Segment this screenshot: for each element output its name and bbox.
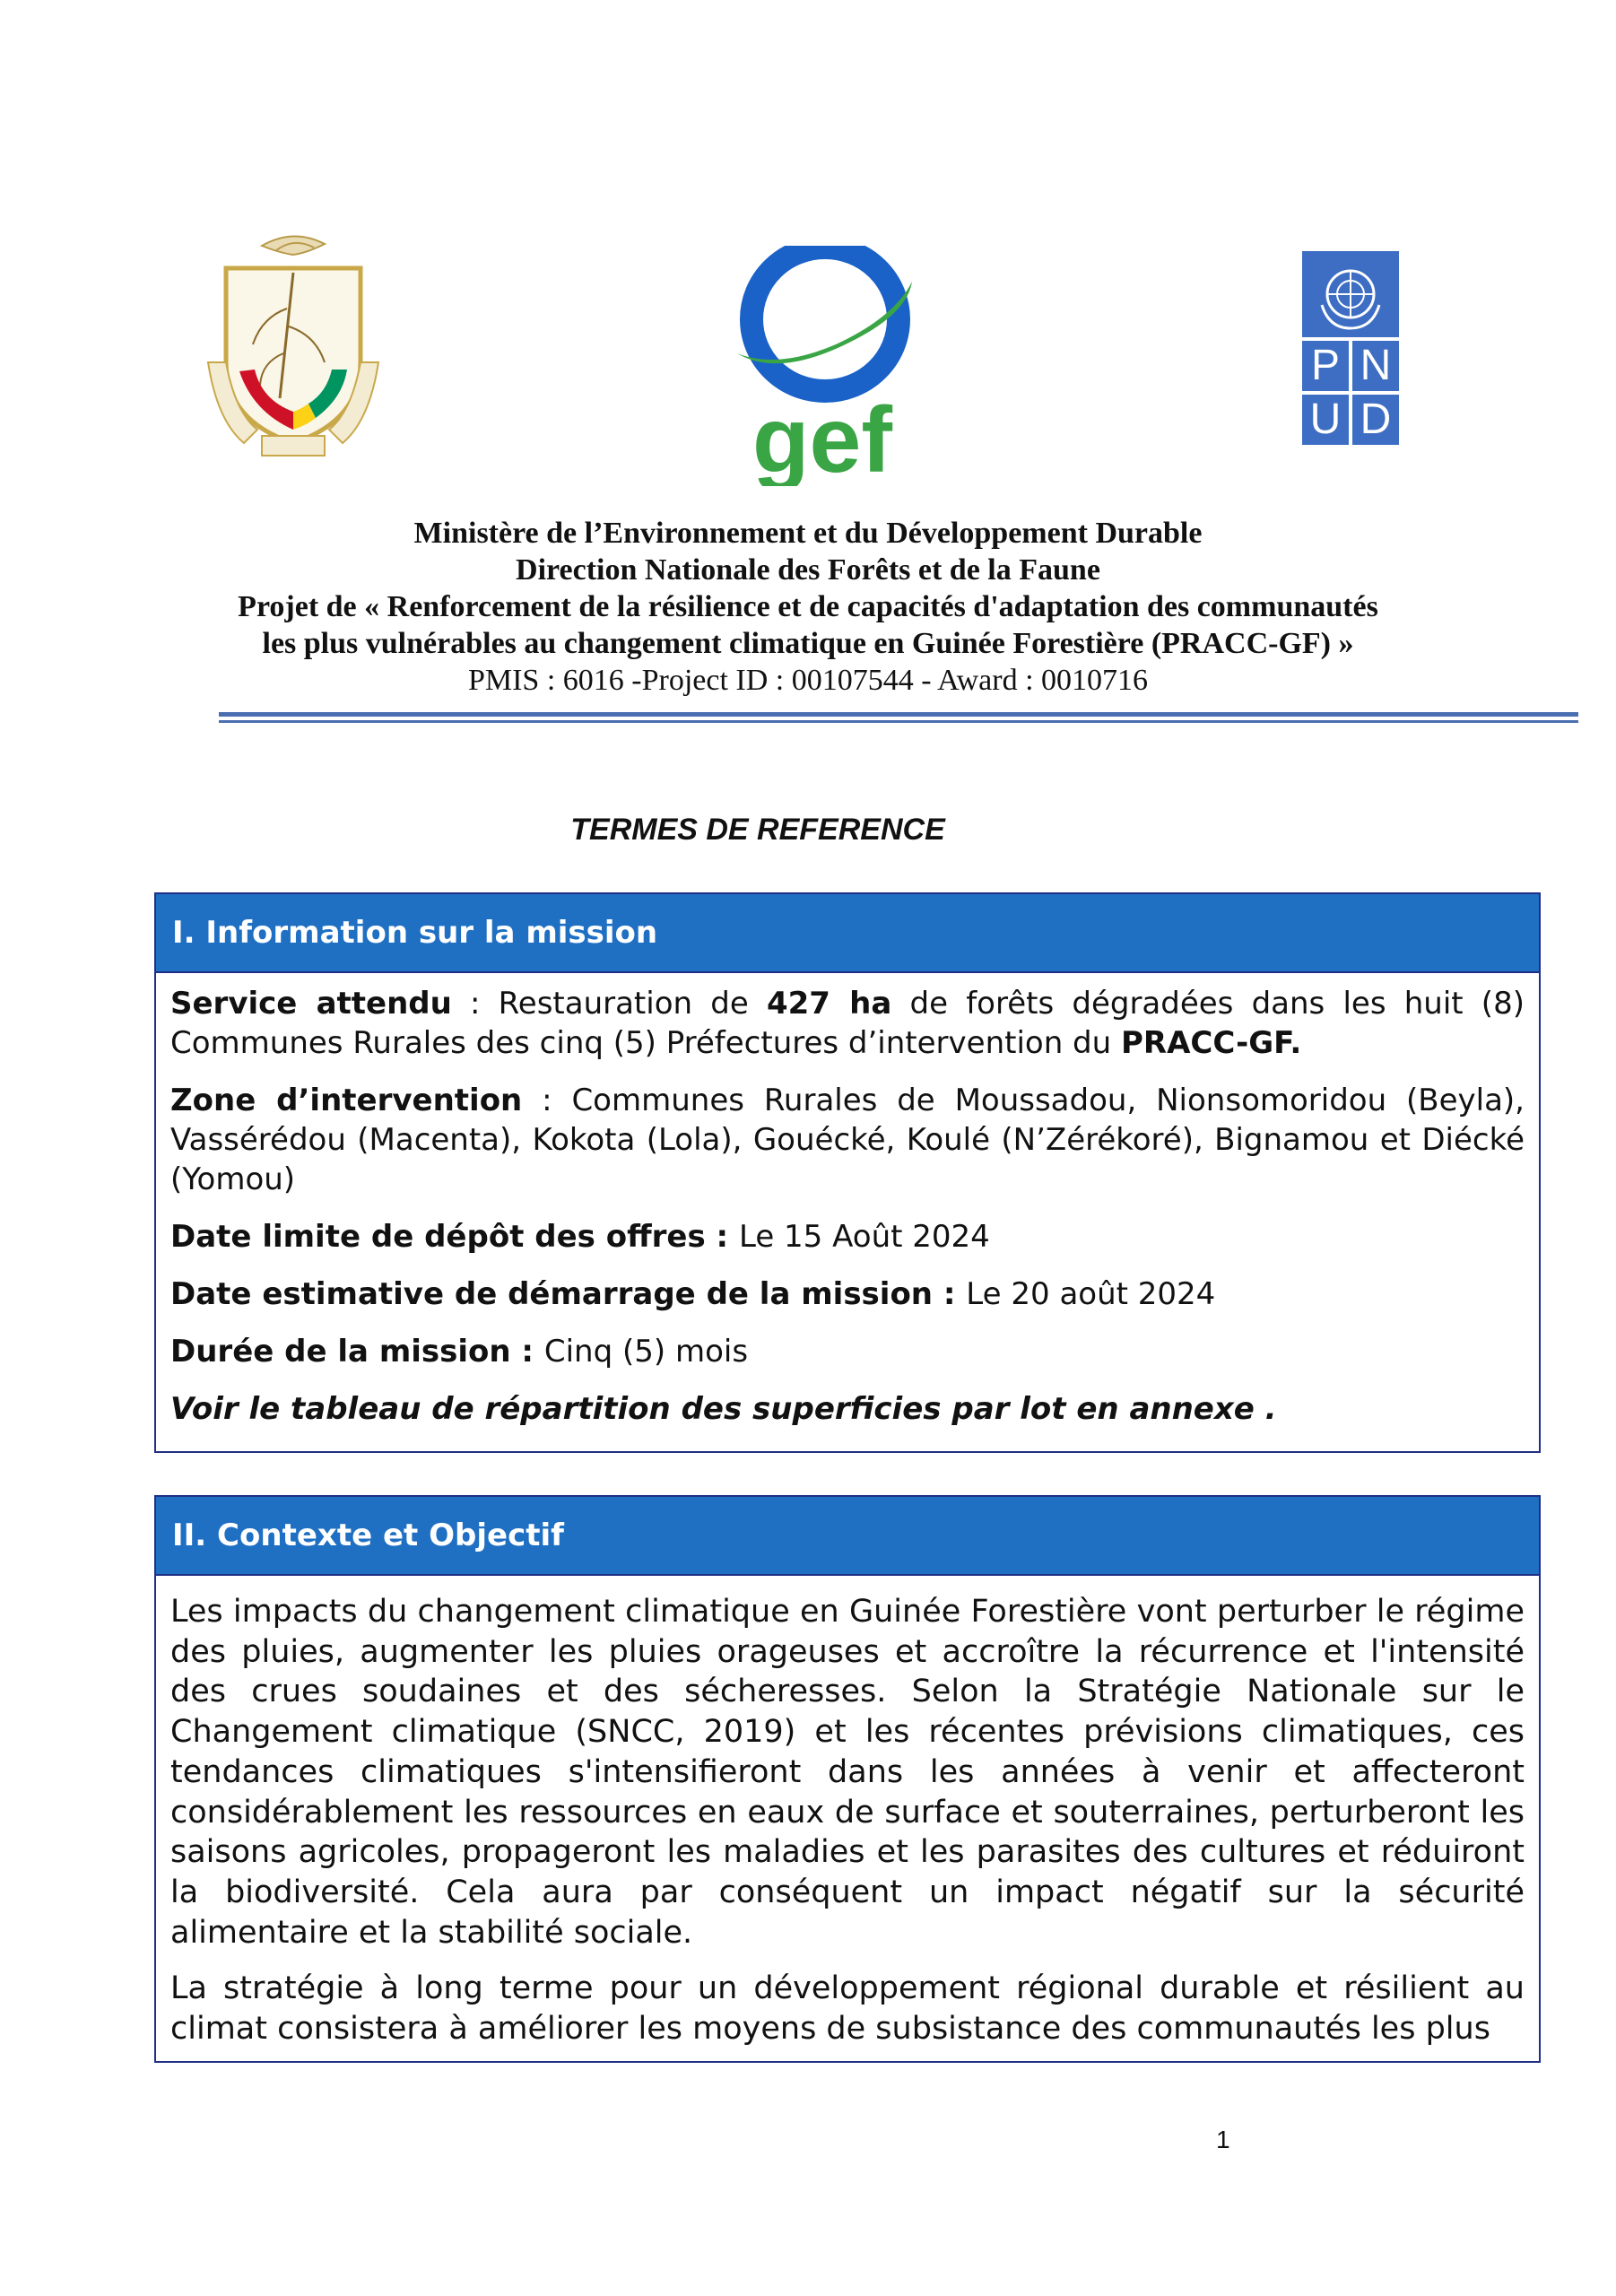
service-area: 427 ha: [766, 986, 892, 1022]
duration-label: Durée de la mission :: [170, 1334, 544, 1370]
project-line-2: les plus vulnérables au changement climatique en Guinée Forestière (PRACC-GF) »: [262, 627, 1354, 660]
document-title: TERMES DE REFERENCE: [570, 813, 945, 847]
pnud-letter-d: D: [1352, 395, 1399, 445]
service-label: Service attendu: [170, 986, 452, 1022]
start-label: Date estimative de démarrage de la mission :: [170, 1276, 967, 1312]
header-divider: [219, 712, 1578, 717]
duration-paragraph: [170, 1332, 1525, 1371]
section-context-objective: [154, 1495, 1541, 2063]
project-ids-line: PMIS : 6016 -Project ID : 00107544 - Award : 0010716: [467, 664, 1149, 697]
section-heading: I. Information sur la mission: [156, 894, 1539, 973]
deadline-value: Le 15 Août 2024: [738, 1219, 990, 1255]
annex-note-text: Voir le tableau de répartition des superficies par lot en annexe .: [170, 1391, 1277, 1427]
zone-paragraph: [170, 1081, 1525, 1199]
pnud-letter-u: U: [1302, 395, 1349, 445]
zone-text: : Communes Rurales de Moussadou, Nionsomoridou (Beyla), Vassérédou (Macenta), Kokota (Lola), Gouécké, Koulé (N’Zérékoré), Bignamou et Diécké (Yomou): [170, 1083, 1525, 1197]
context-paragraph-1: Les impacts du changement climatique en Guinée Forestière vont perturber le régime des pluies, augmenter les pluies orageuses et accroître la récurrence et l'intensité des crues soudaines et des sécheresses. Selon la Stratégie Nationale sur le Changement climatique (SNCC, 2019) et les récentes prévisions climatiques, ces tendances climatiques s'intensifieront dans les années à venir et affecteront considérablement les ressources en eaux de surface et souterraines, perturberont les saisons agricoles, propageront les maladies et les parasites des cultures et réduiront la biodiversité. Cela aura par conséquent un impact négatif sur la sécurité alimentaire et la stabilité sociale.: [170, 1594, 1525, 1951]
pnud-logo: [1302, 251, 1399, 445]
un-emblem-icon: [1302, 251, 1399, 337]
deadline-paragraph: [170, 1217, 1525, 1257]
zone-label: Zone d’intervention: [170, 1083, 523, 1118]
section-mission-info: [154, 892, 1541, 1453]
page-number: 1: [1216, 2126, 1230, 2153]
institutional-header: [179, 515, 1437, 699]
header-divider-thin: [219, 720, 1578, 723]
directorate-line: Direction Nationale des Forêts et de la Faune: [516, 553, 1100, 587]
start-paragraph: [170, 1274, 1525, 1314]
guinea-coat-of-arms-logo: [190, 228, 396, 461]
context-paragraph-2: La stratégie à long terme pour un développement régional durable et résilient au climat consistera à améliorer les moyens de subsistance des communautés les plus: [170, 1970, 1525, 2048]
start-value: Le 20 août 2024: [966, 1276, 1216, 1312]
pnud-letter-p: P: [1302, 341, 1349, 391]
gef-logo: [728, 246, 917, 486]
duration-value: Cinq (5) mois: [543, 1334, 749, 1370]
gef-text: gef: [752, 388, 892, 486]
service-paragraph: [170, 984, 1525, 1063]
section-body: [156, 973, 1539, 1429]
pnud-letter-n: N: [1352, 341, 1399, 391]
section-heading: II. Contexte et Objectif: [156, 1497, 1539, 1576]
deadline-label: Date limite de dépôt des offres :: [170, 1219, 739, 1255]
section-body: [156, 1576, 1539, 2049]
service-text-a: : Restauration de: [451, 986, 767, 1022]
service-project: PRACC-GF.: [1121, 1025, 1302, 1061]
ministry-line: Ministère de l’Environnement et du Développement Durable: [413, 517, 1203, 550]
annex-note: [170, 1389, 1525, 1429]
service-text-b: de forêts dégradées dans les huit (8) Communes Rurales des cinq (5) Préfectures d’intervention du: [170, 986, 1525, 1061]
project-line-1: Projet de « Renforcement de la résilience et de capacités d'adaptation des communautés: [238, 590, 1378, 623]
